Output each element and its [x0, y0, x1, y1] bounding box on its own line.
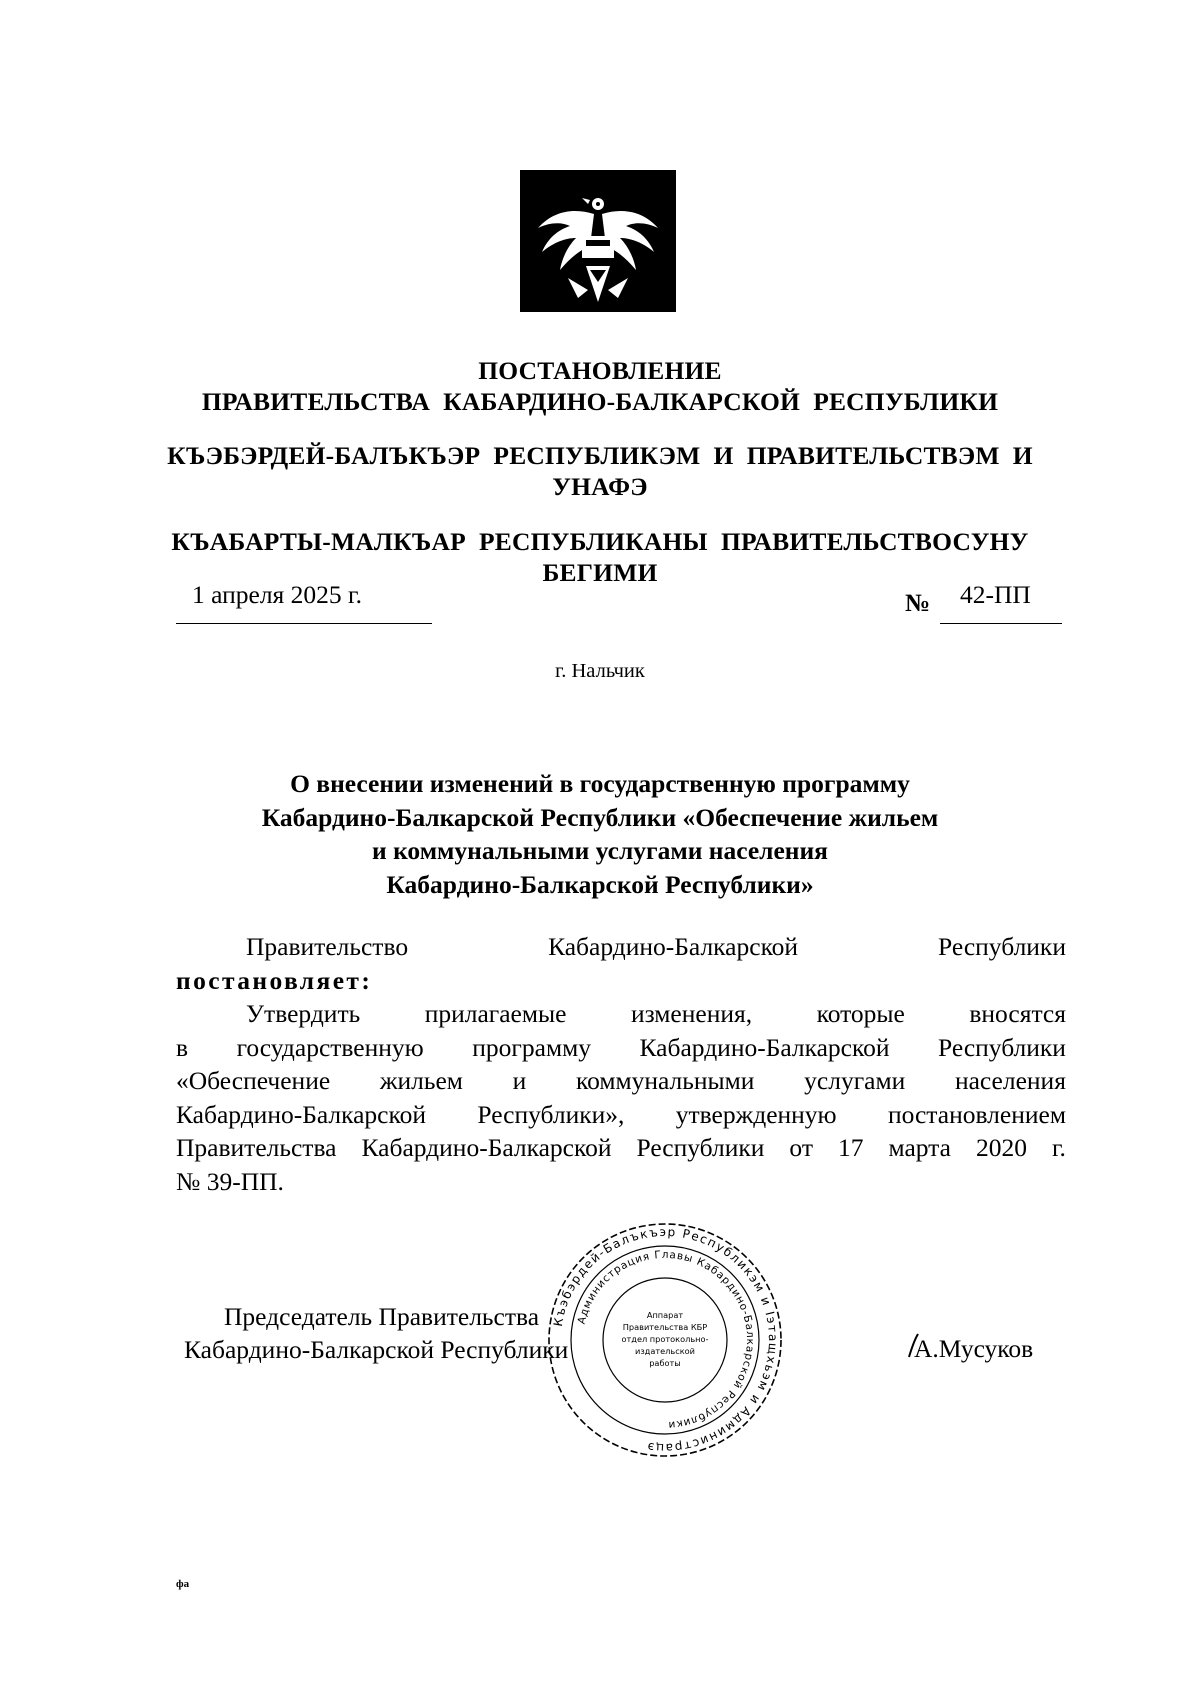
word: от — [789, 1133, 813, 1162]
word: утвержденную — [675, 1099, 837, 1129]
seal-center-line: работы — [649, 1358, 681, 1368]
number-label: № — [905, 590, 931, 617]
preamble-paragraph — [176, 930, 1066, 997]
resolution-line — [176, 1064, 1066, 1098]
title-line-1: ПОСТАНОВЛЕНИЕ — [478, 356, 722, 385]
resolution-line — [176, 997, 1066, 1031]
seal-center-line: Правительства КБР — [622, 1322, 708, 1332]
word: в — [176, 1032, 189, 1062]
preamble-line — [176, 930, 1066, 964]
word: «Обеспечение — [176, 1066, 331, 1095]
word: изменения, — [630, 999, 753, 1028]
kabardian-line-1: КЪЭБЭРДЕЙ-БАЛЪКЪЭР РЕСПУБЛИКЭМ И ПРАВИТЕЛЬСТВЭМ И — [167, 441, 1033, 470]
word: постановлением — [887, 1099, 1066, 1129]
word: которые — [816, 999, 905, 1028]
document-number: 42-ПП — [960, 580, 1031, 609]
preamble-word: Кабардино-Балкарской — [548, 932, 799, 961]
balkar-line-2: БЕГИМИ — [542, 558, 658, 587]
word: Республики — [938, 1032, 1066, 1062]
resolution-line — [176, 1098, 1066, 1132]
word: 2020 — [975, 1133, 1027, 1162]
word: прилагаемые — [424, 999, 567, 1028]
city: г. Нальчик — [555, 660, 645, 682]
preamble-word: Республики — [938, 932, 1066, 961]
word: Республики», — [477, 1099, 625, 1129]
word: марта — [888, 1133, 951, 1162]
position-line-1: Председатель Правительства — [224, 1302, 540, 1331]
resolution-line — [176, 1131, 1066, 1165]
word: Утвердить — [246, 999, 361, 1028]
preamble-word: Правительство — [246, 932, 409, 961]
document-title — [0, 355, 1200, 417]
resolves-word: постановляет: — [176, 965, 373, 995]
word: жильем — [379, 1066, 463, 1095]
document-date: 1 апреля 2025 г. — [192, 580, 362, 609]
word: 17 — [837, 1133, 864, 1162]
resolution-line — [176, 1031, 1066, 1065]
resolution-paragraph — [176, 997, 1066, 1198]
word: и — [512, 1066, 527, 1095]
word: Кабардино-Балкарской — [639, 1032, 890, 1062]
word: программу — [472, 1032, 591, 1062]
signer-name: А.Мусуков — [914, 1334, 1034, 1363]
word: вносятся — [969, 999, 1066, 1028]
signature-position — [184, 1300, 568, 1366]
subject-line-1: О внесении изменений в государственную программу — [290, 769, 910, 798]
subject-line-3: и коммунальными услугами населения — [372, 836, 828, 865]
subject-line-4: Кабардино-Балкарской Республики» — [386, 869, 814, 899]
word: Республики — [636, 1133, 765, 1162]
balkar-line-1: КЪАБАРТЫ-МАЛКЪАР РЕСПУБЛИКАНЫ ПРАВИТЕЛЬСТВОСУНУ — [171, 527, 1029, 556]
resolution-last-line: № 39-ПП. — [176, 1166, 284, 1196]
word: Кабардино-Балкарской — [176, 1099, 426, 1129]
word: населения — [954, 1066, 1066, 1095]
coat-of-arms-emblem — [520, 170, 676, 312]
subject-line-2: Кабардино-Балкарской Республики «Обеспечение жильем — [261, 802, 939, 832]
seal-center-line: отдел протокольно- — [621, 1334, 709, 1344]
document-subject — [0, 767, 1200, 901]
word: Правительства — [176, 1133, 337, 1162]
seal-outer-text: Къэбэрдей-Балъкъэр Республикэм и Іэтащхьэм и Администрацэ — [550, 1224, 781, 1456]
title-line-2: ПРАВИТЕЛЬСТВА КАБАРДИНО-БАЛКАРСКОЙ РЕСПУБЛИКИ — [201, 387, 999, 416]
seal-center-line: издательской — [635, 1346, 695, 1356]
official-seal — [545, 1220, 785, 1460]
word: услугами — [804, 1066, 906, 1095]
word: г. — [1051, 1133, 1066, 1162]
footer-mark: фа — [176, 1578, 190, 1590]
kabardian-title — [0, 440, 1200, 502]
word: государственную — [236, 1032, 424, 1062]
number-underline — [940, 623, 1062, 624]
kabardian-line-2: УНАФЭ — [552, 472, 648, 501]
date-underline — [176, 623, 432, 624]
seal-center-line: Аппарат — [646, 1310, 684, 1320]
balkar-title — [0, 526, 1200, 588]
seal-middle-text: Администрация Главы Кабардино-Балкарской Республики — [575, 1248, 757, 1432]
position-line-2: Кабардино-Балкарской Республики — [184, 1335, 569, 1364]
word: Кабардино-Балкарской — [361, 1133, 612, 1162]
word: коммунальными — [575, 1066, 755, 1095]
